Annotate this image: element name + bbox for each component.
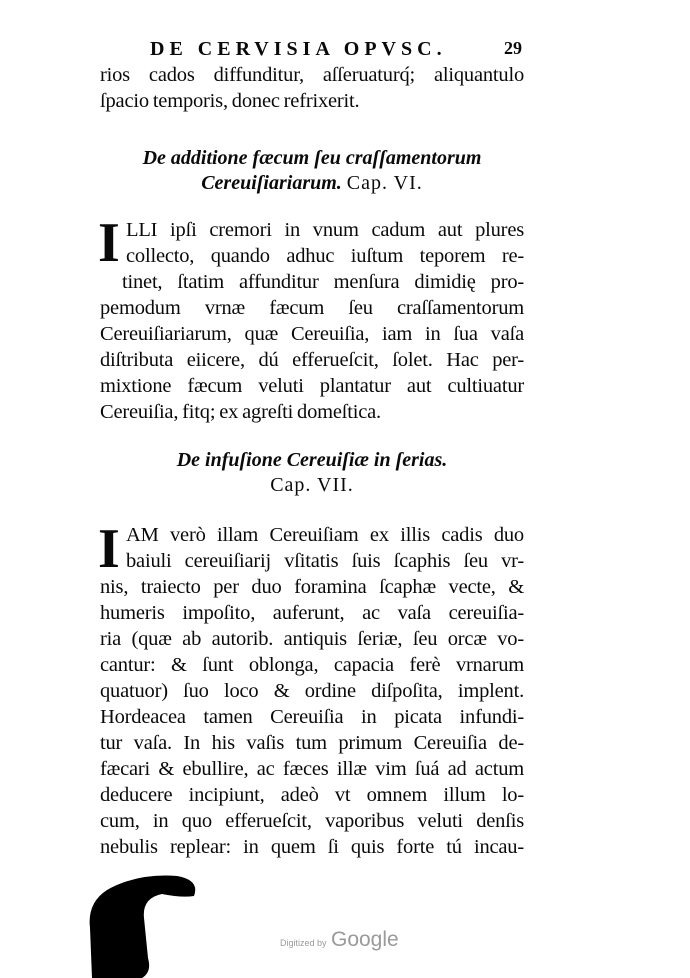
text-line: cum, in quo efferueſcit, vaporibus veluti denſis — [100, 810, 524, 832]
digitized-by-google-watermark — [280, 928, 399, 952]
text-line: nebulis replear: in quem ſi quis forte tú incau- — [100, 836, 524, 858]
text-line: ſpacio temporis, donec refrixerit. — [100, 90, 360, 112]
chapter6-drop-cap: I — [98, 212, 120, 274]
text-line: quatuor) ſuo loco & ordine diſpoſita, implent. — [100, 680, 524, 702]
chapter6-heading-line2 — [100, 171, 524, 195]
chapter6-heading-line1: De additione fæcum ſeu craſſamentorum — [142, 147, 482, 169]
text-line: deducere incipiunt, adeò vt omnem illum lo- — [100, 784, 524, 806]
text-line: fæcari & ebullire, ac fæces illæ vim ſuá ad actum — [100, 758, 524, 780]
page-number: 29 — [504, 38, 522, 58]
text-line: tinet, ſtatim affunditur menſura dimidię pro- — [122, 271, 524, 293]
text-line: ria (quæ ab autorib. antiquis ſeriæ, ſeu orcæ vo- — [100, 628, 524, 650]
running-title: DE CERVISIA OPVSC. — [150, 38, 447, 60]
text-line: Cereuiſia, fitq; ex agreſti domeſtica. — [100, 401, 381, 423]
chapter7-heading-line2 — [100, 473, 524, 497]
text-line: tur vaſa. In his vaſis tum primum Cereuiſia de- — [100, 732, 524, 754]
text-line: Cereuiſiariarum, quæ Cereuiſia, iam in ſua vaſa — [100, 323, 524, 345]
ink-blot-mark — [82, 868, 212, 978]
text-line: baiuli cereuiſiarij vſitatis ſuis ſcaphis ſeu vr- — [126, 550, 524, 572]
text-line: mixtione fæcum veluti plantatur aut cultiuatur — [100, 375, 524, 397]
text-line: diſtributa eiicere, dú efferueſcit, ſolet. Hac per- — [100, 349, 524, 371]
chapter7-drop-cap: I — [98, 518, 120, 580]
chapter7-number: Cap. VII. — [270, 474, 354, 496]
chapter6-heading-word: Cereuiſiariarum. — [201, 172, 342, 194]
text-line: humeris impoſito, auferunt, ac vaſa cereuiſia- — [100, 602, 524, 624]
watermark-prefix: Digitized by — [280, 938, 327, 948]
text-line: AM verò illam Cereuiſiam ex illis cadis duo — [126, 524, 524, 546]
text-line: cantur: & ſunt oblonga, capacia ferè vrnarum — [100, 654, 524, 676]
text-line: rios cados diffunditur, aſſeruaturq́; aliquantulo — [100, 64, 524, 86]
chapter7-heading-line1: De infuſione Cereuiſiæ in ſerias. — [176, 449, 448, 471]
text-line: LLI ipſi cremori in vnum cadum aut plures — [126, 219, 524, 241]
watermark-brand: Google — [330, 928, 399, 951]
chapter6-number: Cap. VI. — [346, 172, 423, 194]
running-head — [150, 38, 522, 61]
text-line: collecto, quando adhuc iuſtum teporem re- — [126, 245, 524, 267]
text-line: pemodum vrnæ fæcum ſeu craſſamentorum — [100, 297, 524, 319]
text-line: Hordeacea tamen Cereuiſia in picata infundi- — [100, 706, 524, 728]
text-line: nis, traiecto per duo foramina ſcaphæ vecte, & — [100, 576, 524, 598]
